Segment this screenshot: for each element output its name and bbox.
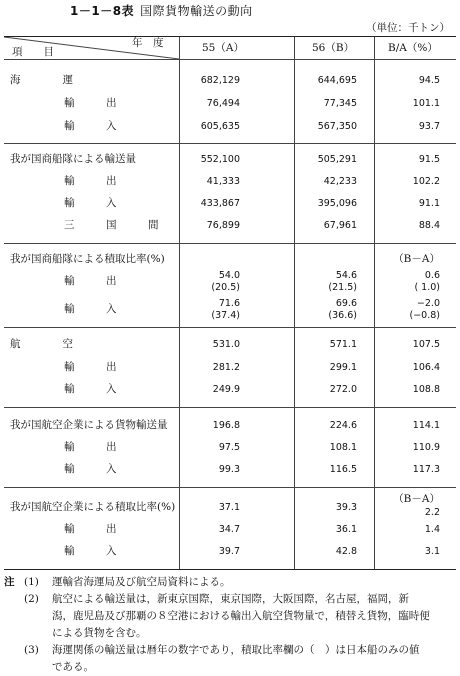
- cell-b-japan: (21.5): [328, 282, 357, 293]
- cell-ratio: 117.3: [412, 464, 440, 475]
- cell-a: 682,129: [200, 75, 240, 86]
- row-label: 輸 出: [64, 175, 117, 187]
- cell-a: 97.5: [218, 442, 240, 453]
- row-label: 我が国商船隊による積取比率(%): [10, 253, 165, 265]
- cell-b: 42,233: [323, 176, 357, 187]
- note-3-line-2: [4, 659, 456, 676]
- note-2-line-2: [4, 608, 456, 625]
- cell-a: 39.7: [218, 546, 240, 557]
- column-divider: [294, 37, 295, 569]
- cell-ratio: 88.4: [418, 220, 440, 231]
- note-text: 海運関係の輸送量は暦年の数字であり，積取比率欄の（ ）は日本船のみの値: [52, 644, 420, 656]
- cell-a: 41,333: [206, 176, 240, 187]
- cell-a: 34.7: [218, 524, 240, 535]
- cell-a-japan: (20.5): [211, 282, 240, 293]
- row-label: 輸 入: [64, 303, 117, 315]
- note-text: 航空による輸送量は，新東京国際，東京国際，大阪国際，名古屋，福岡，新: [52, 593, 409, 605]
- unit-label: （単位：千トン）: [366, 22, 450, 34]
- note-1: [4, 574, 456, 591]
- cell-b: 42.8: [335, 546, 357, 557]
- row-label: 輸 入: [64, 120, 117, 132]
- cell-ratio: 102.2: [412, 176, 440, 187]
- header-col-b: 56（B）: [312, 42, 355, 54]
- cell-a: 281.2: [212, 362, 240, 373]
- note-text: である。: [52, 661, 94, 673]
- section-rule: [4, 407, 456, 408]
- cell-a: 605,635: [200, 121, 240, 132]
- column-divider: [179, 37, 180, 569]
- notes: [4, 574, 456, 676]
- cell-ratio: 94.5: [418, 75, 440, 86]
- header-koumoku: 項 目: [12, 46, 54, 58]
- cell-ratio: 108.8: [412, 384, 440, 395]
- cell-ratio: −2.0: [416, 298, 440, 309]
- cell-b: 69.6: [335, 298, 357, 309]
- cell-a: 99.3: [218, 464, 240, 475]
- cell-b: 224.6: [329, 420, 357, 431]
- cell-a: 54.0: [218, 270, 240, 281]
- note-text: 潟，鹿児島及び那覇の８空港における輸出入航空貨物量で，積替え貨物，臨時便: [52, 610, 430, 622]
- note-number: (1): [24, 576, 39, 588]
- row-label: 輸 入: [64, 197, 117, 209]
- cargo-table: [4, 36, 456, 570]
- cell-b: 39.3: [335, 502, 357, 513]
- column-divider: [374, 37, 375, 569]
- note-text: 運輸省海運局及び航空局資料による。: [52, 576, 231, 588]
- header-rule: [4, 59, 456, 60]
- cell-ratio: 0.6: [424, 270, 440, 281]
- cell-a: 37.1: [218, 502, 240, 513]
- row-label: 我が国航空企業による貨物輸送量: [10, 419, 168, 431]
- cell-b: 36.1: [335, 524, 357, 535]
- cell-a: 196.8: [212, 420, 240, 431]
- cell-ratio: （B－A）: [393, 253, 440, 265]
- cell-ratio: 3.1: [424, 546, 440, 557]
- cell-ratio: 2.2: [424, 507, 440, 518]
- row-label: 我が国航空企業による積取比率(%): [10, 501, 176, 513]
- cell-a: 76,899: [206, 220, 240, 231]
- row-label: 三 国 間: [64, 219, 159, 231]
- cell-a-japan: (37.4): [211, 310, 240, 321]
- row-label: 航 空: [10, 338, 73, 350]
- cell-b: 567,350: [317, 121, 357, 132]
- header-col-ratio: B/A（%）: [388, 42, 438, 54]
- row-label: 輸 入: [64, 463, 117, 475]
- cell-b: 108.1: [329, 442, 357, 453]
- cell-b: 505,291: [317, 154, 357, 165]
- row-label: 我が国商船隊による輸送量: [10, 153, 136, 165]
- note-text: による貨物を含む。: [52, 627, 147, 639]
- cell-b: 299.1: [329, 362, 357, 373]
- row-label: 輸 出: [64, 441, 117, 453]
- cell-ratio-header: （B－A）: [393, 493, 440, 505]
- cell-ratio: 107.5: [412, 339, 440, 350]
- cell-ratio: 93.7: [418, 121, 440, 132]
- row-label: 輸 入: [64, 383, 117, 395]
- cell-a: 249.9: [212, 384, 240, 395]
- cell-b: 571.1: [329, 339, 357, 350]
- notes-mark: 注: [4, 576, 15, 588]
- row-label: 輸 出: [64, 275, 117, 287]
- row-label: 海 運: [10, 74, 73, 86]
- section-rule: [4, 143, 456, 144]
- cell-a: 71.6: [218, 298, 240, 309]
- row-label: 輸 出: [64, 523, 117, 535]
- cell-ratio: 101.1: [412, 98, 440, 109]
- cell-a: 76,494: [206, 98, 240, 109]
- row-label: 輸 出: [64, 361, 117, 373]
- table-caption: 国際貨物輸送の動向: [140, 4, 253, 18]
- cell-ratio: 91.5: [418, 154, 440, 165]
- cell-ratio: 106.4: [412, 362, 440, 373]
- note-number: (3): [24, 644, 39, 656]
- note-3: [4, 642, 456, 659]
- cell-ratio-japan: (−0.8): [409, 310, 440, 321]
- table-title: [70, 2, 253, 19]
- cell-b: 116.5: [329, 464, 357, 475]
- cell-b: 272.0: [329, 384, 357, 395]
- cell-b-japan: (36.6): [328, 310, 357, 321]
- cell-ratio: 114.1: [412, 420, 440, 431]
- cell-a: 433,867: [200, 198, 240, 209]
- cell-b: 77,345: [323, 98, 357, 109]
- row-label: 輸 出: [64, 97, 117, 109]
- cell-b: 644,695: [317, 75, 357, 86]
- cell-ratio: 91.1: [418, 198, 440, 209]
- section-rule: [4, 487, 456, 488]
- section-rule: [4, 327, 456, 328]
- row-label: 輸 入: [64, 545, 117, 557]
- note-2-line-3: [4, 625, 456, 642]
- note-2: [4, 591, 456, 608]
- cell-b: 67,961: [323, 220, 357, 231]
- table-number: 1－1－8表: [70, 4, 135, 18]
- section-rule: [4, 243, 456, 244]
- cell-b: 395,096: [317, 198, 357, 209]
- cell-ratio: 110.9: [412, 442, 440, 453]
- header-nendo: 年 度: [132, 37, 164, 49]
- cell-ratio: 1.4: [424, 524, 440, 535]
- cell-b: 54.6: [335, 270, 357, 281]
- header-col-a: 55（A）: [202, 42, 244, 54]
- cell-a: 531.0: [212, 339, 240, 350]
- note-number: (2): [24, 593, 39, 605]
- cell-ratio-japan: ( 1.0): [414, 282, 440, 293]
- cell-a: 552,100: [200, 154, 240, 165]
